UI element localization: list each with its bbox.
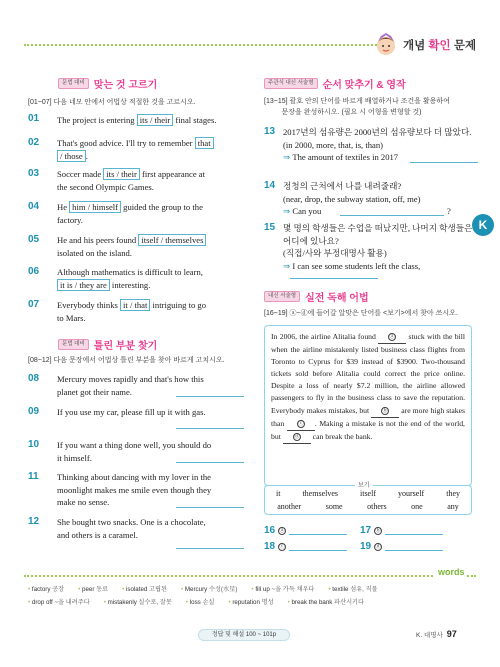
answer-line[interactable] xyxy=(340,215,444,216)
question-number: 13 xyxy=(264,126,276,137)
word-option: themselves xyxy=(302,489,338,498)
word-option: another xyxy=(277,502,302,511)
question-number: 03 xyxy=(28,168,40,179)
passage-text: . Making a mistake is not the end of the world, but xyxy=(271,418,465,441)
page-footer xyxy=(416,629,457,639)
section-c-header xyxy=(264,76,406,91)
answer-line[interactable] xyxy=(289,526,347,535)
answer-line[interactable] xyxy=(289,542,347,551)
word-option: some xyxy=(325,502,343,511)
question-number: 04 xyxy=(28,201,40,212)
choice-box[interactable]: itself / themselves xyxy=(138,234,206,246)
vocab-item: • loss 손실 xyxy=(185,599,215,606)
question-14: 정청의 근처에서 나를 내려줄래? (near, drop, the subway station, off, me) ⇒ Can you xyxy=(283,181,421,216)
question-08: Mercury moves rapidly and that's how this planet got their name. xyxy=(57,374,204,397)
instruction: [01~07] 다음 네모 안에서 어법상 적절한 것을 고르시오. xyxy=(28,99,196,106)
answer-reference: 정답 및 해설 100 ~ 101p xyxy=(198,629,290,641)
question-01: The project is entering its / their final stages. xyxy=(57,115,217,125)
vocab-item: • factory 공장 xyxy=(28,586,65,593)
question-number: 12 xyxy=(28,516,40,527)
question-number: 15 xyxy=(264,222,276,233)
word-option: any xyxy=(447,502,459,511)
choice-box[interactable]: its / their xyxy=(103,168,140,180)
section-title: 맞는 것 고르기 xyxy=(93,80,158,91)
instruction: [16~19] ⓐ~ⓓ에 들어갈 알맞은 단어를 <보기>에서 찾아 쓰시오. xyxy=(264,310,458,317)
vocab-item: • mistakenly 실수로, 잘못 xyxy=(103,599,172,606)
section-a-header xyxy=(58,76,157,91)
answer-line[interactable] xyxy=(176,548,244,549)
section-tag: 문법 대비 xyxy=(58,339,89,350)
vocab-item: • Mercury 수성(水星) xyxy=(181,586,238,593)
vocab-row xyxy=(28,584,392,593)
vocab-item: • textile 섬유, 직물 xyxy=(328,586,378,593)
word-option: it xyxy=(276,489,281,498)
answer-line[interactable] xyxy=(410,162,478,163)
passage-text: In 2006, the airline Alitalia found xyxy=(271,332,379,341)
choice-box[interactable]: it / that xyxy=(120,299,150,311)
passage-text: can break the bank. xyxy=(310,431,373,441)
word-option: itself xyxy=(360,489,376,498)
vocab-item: • peer 동료 xyxy=(78,586,109,593)
section-tag: 내신 서술형 xyxy=(264,291,300,302)
words-title: words xyxy=(434,567,465,577)
passage-text: stuck with the bill when the airline mistakenly listed business class flights from Toronto to Cyprus for $39 instead of $3900. Two-thousand tickets sold before Alitalia could correct the price online. Despite a loss of nearly $7.2 million, the airline allowed passengers to fly in the business class to save the reputation. Everybody makes mistakes, but xyxy=(271,332,465,415)
question-11: Thinking about dancing with my lover in the moonlight makes me smile even though they make no sense. xyxy=(57,472,212,507)
question-02: That's good advice. I'll try to remember that / those . xyxy=(57,137,214,162)
passage-blank[interactable] xyxy=(378,331,406,344)
question-number: 14 xyxy=(264,180,276,191)
section-d-header xyxy=(264,289,369,304)
passage-blank[interactable] xyxy=(283,431,311,444)
question-number: 09 xyxy=(28,406,40,417)
answer-line[interactable] xyxy=(176,396,244,397)
word-bank xyxy=(264,485,472,515)
choice-box[interactable]: that xyxy=(195,137,214,149)
vocab-item: • break the bank 파산시키다 xyxy=(287,599,365,606)
page-title: 개념 확인 문제 xyxy=(403,40,477,52)
passage-text: are more high stakes than xyxy=(271,405,465,428)
question-number: 08 xyxy=(28,373,40,384)
question-13: 2017년의 섬유량은 2000년의 섬유량보다 더 많았다. (in 2000, more, that, is, than) ⇒ The amount of textiles in 2017 xyxy=(283,127,472,162)
answer-line[interactable] xyxy=(290,278,378,279)
section-tag: 주관식 내신 서술형 xyxy=(264,78,318,89)
question-05: He and his peers found itself / themselves isolated on the island. xyxy=(57,234,206,259)
answer-line[interactable] xyxy=(176,428,244,429)
vocab-row xyxy=(28,597,378,606)
question-03: Soccer made its / their first appearance at the second Olympic Games. xyxy=(57,169,205,192)
blank-marker: ⓐ xyxy=(389,334,395,340)
section-tag: 문법 대비 xyxy=(58,78,89,89)
question-number: 02 xyxy=(28,137,40,148)
word-option: yourself xyxy=(398,489,425,498)
answer-line[interactable] xyxy=(385,542,443,551)
word-bank-row xyxy=(265,502,471,511)
word-bank-row xyxy=(265,489,471,498)
question-10: If you want a thing done well, you should do it himself. xyxy=(57,440,212,463)
answer-17[interactable]: 17 ⓑ xyxy=(360,525,443,536)
passage-blank[interactable] xyxy=(371,405,399,418)
question-09: If you use my car, please fill up it with gas. xyxy=(57,407,206,417)
question-12: She bought two snacks. One is a chocolate, and others is a caramel. xyxy=(57,517,206,540)
passage-blank[interactable] xyxy=(287,418,315,431)
choice-box[interactable]: / those xyxy=(57,150,86,162)
question-15: 몇 명의 학생들은 수업을 떠났지만, 나머지 학생들은 어디에 있나요? (직접/사와 부정대명사 활용) ⇒ I can see some students left the class, xyxy=(283,223,473,271)
word-option: one xyxy=(411,502,423,511)
blank-marker: ⓓ xyxy=(293,433,300,440)
question-number: 07 xyxy=(28,299,40,310)
reading-passage xyxy=(264,325,472,486)
question-07: Everybody thinks it / that intriguing to go to Mars. xyxy=(57,300,206,323)
vocab-item: • isolated 고립된 xyxy=(122,586,167,593)
answer-line[interactable] xyxy=(176,462,244,463)
question-04: He him / himself guided the group to the factory. xyxy=(57,202,203,225)
answer-18[interactable]: 18 ⓒ xyxy=(264,541,347,552)
mascot-icon xyxy=(372,30,400,58)
word-option: they xyxy=(446,489,460,498)
word-option: others xyxy=(367,502,387,511)
answer-line[interactable] xyxy=(385,526,443,535)
section-title: 틀린 부분 찾기 xyxy=(93,341,158,352)
section-b-header xyxy=(58,337,157,352)
question-mark: ? xyxy=(447,206,451,216)
choice-box[interactable]: him / himself xyxy=(69,201,121,213)
answer-16[interactable]: 16 ⓐ xyxy=(264,525,347,536)
blank-marker: ⓒ xyxy=(298,420,304,427)
choice-box[interactable]: its / their xyxy=(137,114,174,126)
instruction: [08~12] 다음 문장에서 어법상 틀린 부분을 찾아 바르게 고치시오. xyxy=(28,357,225,364)
question-number: 05 xyxy=(28,234,40,245)
section-title: 실전 독해 어법 xyxy=(305,293,369,304)
answer-line[interactable] xyxy=(176,507,244,508)
question-number: 01 xyxy=(28,113,40,124)
blank-marker: ⓑ xyxy=(382,407,388,414)
words-rule xyxy=(24,575,476,577)
choice-box[interactable]: it is / they are xyxy=(57,279,110,291)
instruction: [13~15] 괄호 안의 단어를 바르게 배열하거나 조건을 활용하여 문장을 완성하시오. (필요 시 어형을 변형할 것) xyxy=(264,98,450,116)
chapter-label: K. 대명사 xyxy=(416,632,443,639)
answer-19[interactable]: 19 ⓓ xyxy=(360,541,443,552)
word-bank-label: 보기 xyxy=(355,480,373,489)
question-number: 06 xyxy=(28,266,40,277)
page-number: 97 xyxy=(446,629,457,639)
header-rule xyxy=(24,44,384,46)
chapter-tab[interactable]: K xyxy=(472,214,494,236)
question-number: 10 xyxy=(28,439,40,450)
question-number: 11 xyxy=(28,471,39,482)
question-06: Although mathematics is difficult to learn, it is / they are interesting. xyxy=(57,267,203,290)
section-title: 순서 맞추기 & 영작 xyxy=(322,80,406,91)
vocab-item: • reputation 명성 xyxy=(228,599,274,606)
vocab-item: • fill up ~을 가득 채우다 xyxy=(251,586,315,593)
vocab-item: • drop off ~을 내려주다 xyxy=(28,599,90,606)
